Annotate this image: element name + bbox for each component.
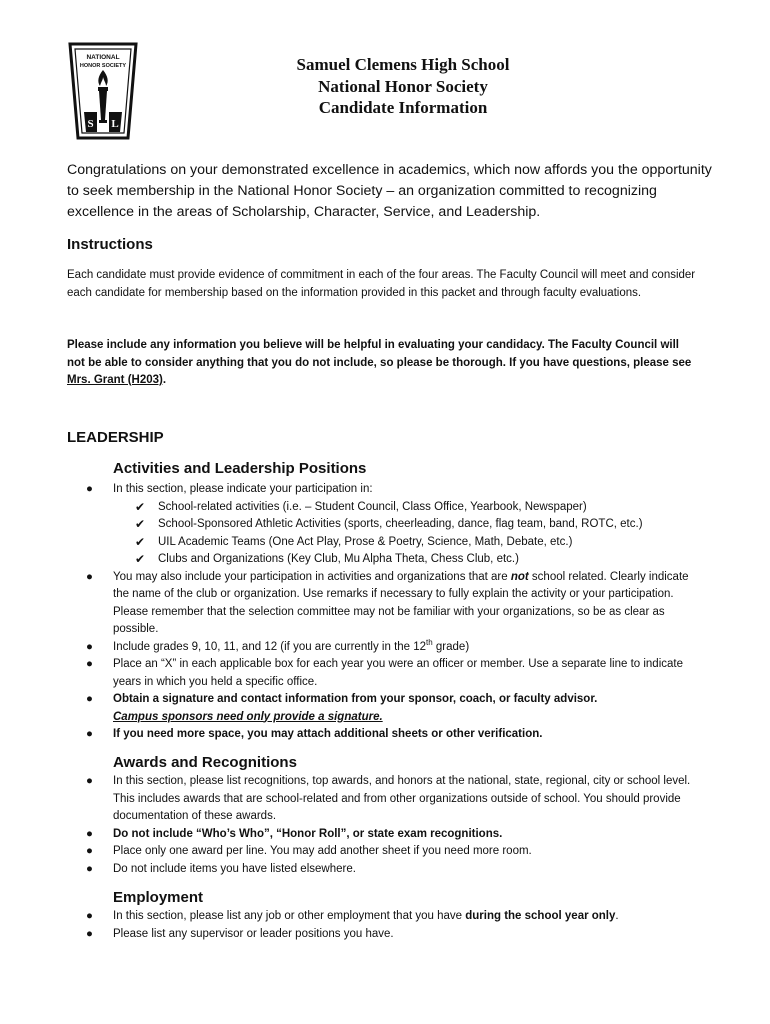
list-item-text: Please list any supervisor or leader positions you have.: [113, 927, 394, 940]
check-item-text: School-related activities (i.e. – Student Council, Class Office, Yearbook, Newspaper): [158, 500, 587, 513]
activities-checklist: [113, 499, 706, 569]
logo-text-bottom: HONOR SOCIETY: [79, 63, 127, 69]
bullet-icon: ●: [86, 827, 93, 840]
instructions-paragraph-2: [67, 337, 697, 390]
list-item: [86, 726, 706, 744]
list-item-text: In this section, please list recognitions, top awards, and honors at the national, state, regional, city or school level. This includes awards that are school-related and from other organizations outside of school. You should provide documentation of these awards.: [113, 775, 691, 822]
document-title: Candidate Information: [318, 98, 488, 117]
intro-paragraph: Congratulations on your demonstrated excellence in academics, which now affords you the opportunity to seek membership in the National Honor Society – an organization committed to recognizing excellence in the areas of Scholarship, Character, Service, and Leadership.: [67, 162, 712, 220]
instructions-paragraph-2-text: Please include any information you believe will be helpful in evaluating your candidacy. The Faculty Council will not be able to consider anything that you do not include, so please be thorough. If you have questions, please see: [67, 339, 692, 369]
nhs-logo: [62, 42, 144, 142]
list-item: [86, 481, 706, 569]
list-item: [86, 773, 706, 826]
bullet-icon: ●: [86, 658, 93, 670]
check-item: [113, 516, 706, 534]
bullet-icon: ●: [86, 570, 93, 583]
logo-letter-s: S: [87, 118, 94, 130]
check-item: [113, 534, 706, 552]
checkmark-icon: ✔: [135, 534, 146, 549]
instructions-paragraph-2-end: .: [162, 374, 167, 386]
leadership-heading: LEADERSHIP: [67, 429, 164, 446]
list-item: [86, 569, 706, 639]
list-item-text-b: grade): [432, 640, 470, 653]
awards-heading: Awards and Recognitions: [113, 754, 297, 771]
bullet-icon: ●: [86, 483, 93, 495]
list-item-text: Do not include items you have listed elsewhere.: [113, 862, 356, 875]
instructions-heading: Instructions: [67, 236, 153, 253]
check-item-text: School-Sponsored Athletic Activities (sports, cheerleading, dance, flag team, band, ROTC, etc.): [158, 518, 643, 530]
list-item-text: Obtain a signature and contact information from your sponsor, coach, or faculty advisor.: [113, 693, 598, 705]
list-item-text: Do not include “Who’s Who”, “Honor Roll”, or state exam recognitions.: [113, 827, 503, 840]
list-item: [86, 639, 706, 657]
contact-link[interactable]: Mrs. Grant (H203): [67, 374, 163, 386]
instructions-paragraph-1: Each candidate must provide evidence of commitment in each of the four areas. The Faculty Council will meet and consider each candidate for membership based on the information provided in this packet and through faculty evaluations.: [67, 269, 696, 299]
bullet-icon: ●: [86, 728, 93, 740]
society-name: National Honor Society: [318, 76, 488, 96]
list-item-subnote: Campus sponsors need only provide a signature.: [113, 710, 383, 723]
bullet-icon: ●: [86, 845, 93, 857]
employment-list: [86, 908, 706, 943]
bullet-icon: ●: [86, 910, 93, 922]
list-item-emphasis: during the school year only: [465, 910, 616, 922]
bullet-icon: ●: [86, 862, 93, 875]
check-item-text: UIL Academic Teams (One Act Play, Prose & Poetry, Science, Math, Debate, etc.): [158, 535, 573, 548]
superscript: th: [426, 637, 433, 647]
employment-heading: Employment: [113, 889, 204, 906]
check-item: [113, 499, 706, 517]
bullet-icon: ●: [86, 927, 93, 940]
list-item: [86, 691, 706, 726]
activities-heading: Activities and Leadership Positions: [113, 460, 367, 477]
list-item-text-end: .: [615, 910, 619, 922]
list-item-text: Place only one award per line. You may add another sheet if you need more room.: [113, 845, 532, 857]
bullet-icon: ●: [86, 640, 93, 653]
checkmark-icon: ✔: [135, 517, 146, 531]
list-item: [86, 826, 706, 844]
list-item-text-b: school related. Clearly indicate the name of the club or organization. Use remarks if necessary to fully explain the activity or your participation. Please remember that the selection committee may not be familiar with your organizations, so be as clear as possible.: [113, 570, 689, 635]
check-item-text: Clubs and Organizations (Key Club, Mu Alpha Theta, Chess Club, etc.): [158, 553, 519, 565]
checkmark-icon: ✔: [135, 499, 146, 514]
list-item: [86, 926, 706, 944]
document-header: [200, 54, 606, 119]
list-item-text: In this section, please indicate your participation in:: [113, 483, 373, 495]
activities-list: [86, 481, 706, 744]
check-item: [113, 551, 706, 569]
list-item: [86, 861, 706, 879]
logo-text-top: NATIONAL: [86, 54, 120, 61]
checkmark-icon: ✔: [135, 552, 146, 566]
school-name: Samuel Clemens High School: [296, 55, 510, 74]
list-item-text-a: You may also include your participation in activities and organizations that are: [113, 570, 511, 583]
list-item: [86, 656, 706, 691]
list-item: [86, 908, 706, 926]
list-item-emphasis: not: [510, 570, 529, 583]
list-item-text-a: In this section, please list any job or other employment that you have: [113, 910, 466, 922]
bullet-icon: ●: [86, 775, 93, 787]
logo-letter-l: L: [111, 118, 119, 130]
bullet-icon: ●: [86, 693, 93, 705]
list-item-text-a: Include grades 9, 10, 11, and 12 (if you are currently in the 12: [113, 640, 427, 653]
list-item-text: If you need more space, you may attach additional sheets or other verification.: [113, 728, 543, 740]
list-item-text: Place an “X” in each applicable box for each year you were an officer or member. Use a separate line to indicate years in which you held a specific office.: [113, 658, 683, 688]
awards-list: [86, 773, 706, 878]
list-item: [86, 843, 706, 861]
